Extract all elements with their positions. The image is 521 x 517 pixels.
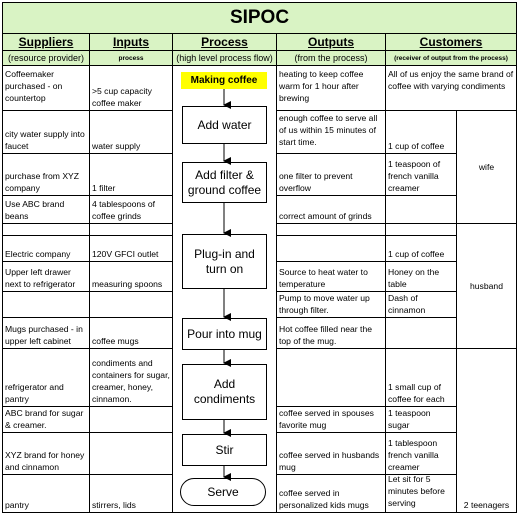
supplier-cell: Upper left drawer next to refrigerator xyxy=(5,267,76,289)
customer-cell: 1 teaspoon of french vanilla creamer xyxy=(388,159,441,193)
customer-cell: 1 teaspoon sugar xyxy=(388,408,431,430)
customer-group-wife: wife xyxy=(478,162,495,172)
process-step-pour: Pour into mug xyxy=(182,318,267,350)
input-cell: 1 filter xyxy=(92,183,116,193)
customer-cell: Dash of cinnamon xyxy=(388,293,426,315)
process-step-add-condiments: Add condiments xyxy=(182,364,267,420)
supplier-cell: Coffeemaker purchased - on countertop xyxy=(5,69,63,103)
process-step-stir: Stir xyxy=(182,434,267,466)
output-cell: correct amount of grinds xyxy=(279,211,372,221)
customer-cell: 1 tablespoon french vanilla creamer xyxy=(388,438,439,472)
header-customers: Customers xyxy=(385,33,517,51)
input-cell: coffee mugs xyxy=(92,336,139,346)
sipoc-title: SIPOC xyxy=(2,2,517,34)
header-suppliers: Suppliers xyxy=(2,33,90,51)
customer-group-husband: husband xyxy=(470,281,503,291)
process-step-serve: Serve xyxy=(180,478,266,506)
customer-cell: 1 small cup of coffee for each xyxy=(388,382,445,404)
customer-cell: 1 cup of coffee xyxy=(388,249,445,259)
subheader-customers: (receiver of output from the process) xyxy=(385,50,517,66)
output-cell: coffee served in husbands mug xyxy=(279,450,380,472)
supplier-cell: Use ABC brand beans xyxy=(5,199,65,221)
output-cell: Pump to move water up through filter. xyxy=(279,293,370,315)
customer-group-teenagers: 2 teenagers xyxy=(463,500,510,510)
sipoc-diagram xyxy=(2,2,517,513)
input-cell: 120V GFCI outlet xyxy=(92,249,159,259)
output-cell: enough coffee to serve all of us within 15 minutes of start time. xyxy=(279,113,378,147)
header-inputs: Inputs xyxy=(89,33,173,51)
customer-cell-all: All of us enjoy the same brand of coffee with varying condiments xyxy=(388,69,514,91)
input-cell: condiments and containers for sugar, creamer, honey, cinnamon. xyxy=(92,358,170,404)
supplier-cell: pantry xyxy=(5,500,29,510)
output-cell: Source to heat water to temperature xyxy=(279,267,368,289)
input-cell: stirrers, lids xyxy=(92,500,136,510)
subheader-outputs: (from the process) xyxy=(276,50,386,66)
process-label: Making coffee xyxy=(181,72,267,89)
output-cell: Hot coffee filled near the top of the mug. xyxy=(279,324,372,346)
supplier-cell: refrigerator and pantry xyxy=(5,382,64,404)
input-cell: 4 tablespoons of coffee grinds xyxy=(92,199,156,221)
header-outputs: Outputs xyxy=(276,33,386,51)
input-cell: water supply xyxy=(92,141,141,151)
supplier-cell: city water supply into faucet xyxy=(5,129,85,151)
supplier-cell: Mugs purchased - in upper left cabinet xyxy=(5,324,83,346)
customer-cell: 1 cup of coffee xyxy=(388,141,445,151)
subheader-process: (high level process flow) xyxy=(172,50,277,66)
supplier-cell: ABC brand for sugar & creamer. xyxy=(5,408,84,430)
input-cell: measuring spoons xyxy=(92,279,163,289)
header-process: Process xyxy=(172,33,277,51)
subheader-suppliers: (resource provider) xyxy=(2,50,90,66)
customer-cell: Let sit for 5 minutes before serving xyxy=(388,474,445,508)
output-cell: one filter to prevent overflow xyxy=(279,171,353,193)
supplier-cell: XYZ brand for honey and cinnamon xyxy=(5,450,85,472)
output-cell: heating to keep coffee warm for 1 hour after brewing xyxy=(279,69,364,103)
output-cell: coffee served in personalized kids mugs xyxy=(279,488,369,510)
process-step-plug-in: Plug-in and turn on xyxy=(182,234,267,289)
customer-cell: Honey on the table xyxy=(388,267,440,289)
supplier-cell: Electric company xyxy=(5,249,71,259)
process-step-add-filter: Add filter & ground coffee xyxy=(182,162,267,203)
process-step-add-water: Add water xyxy=(182,106,267,144)
supplier-cell: purchase from XYZ company xyxy=(5,171,80,193)
subheader-inputs: process xyxy=(89,50,173,66)
input-cell: >5 cup capacity coffee maker xyxy=(92,86,152,108)
output-cell: coffee served in spouses favorite mug xyxy=(279,408,374,430)
